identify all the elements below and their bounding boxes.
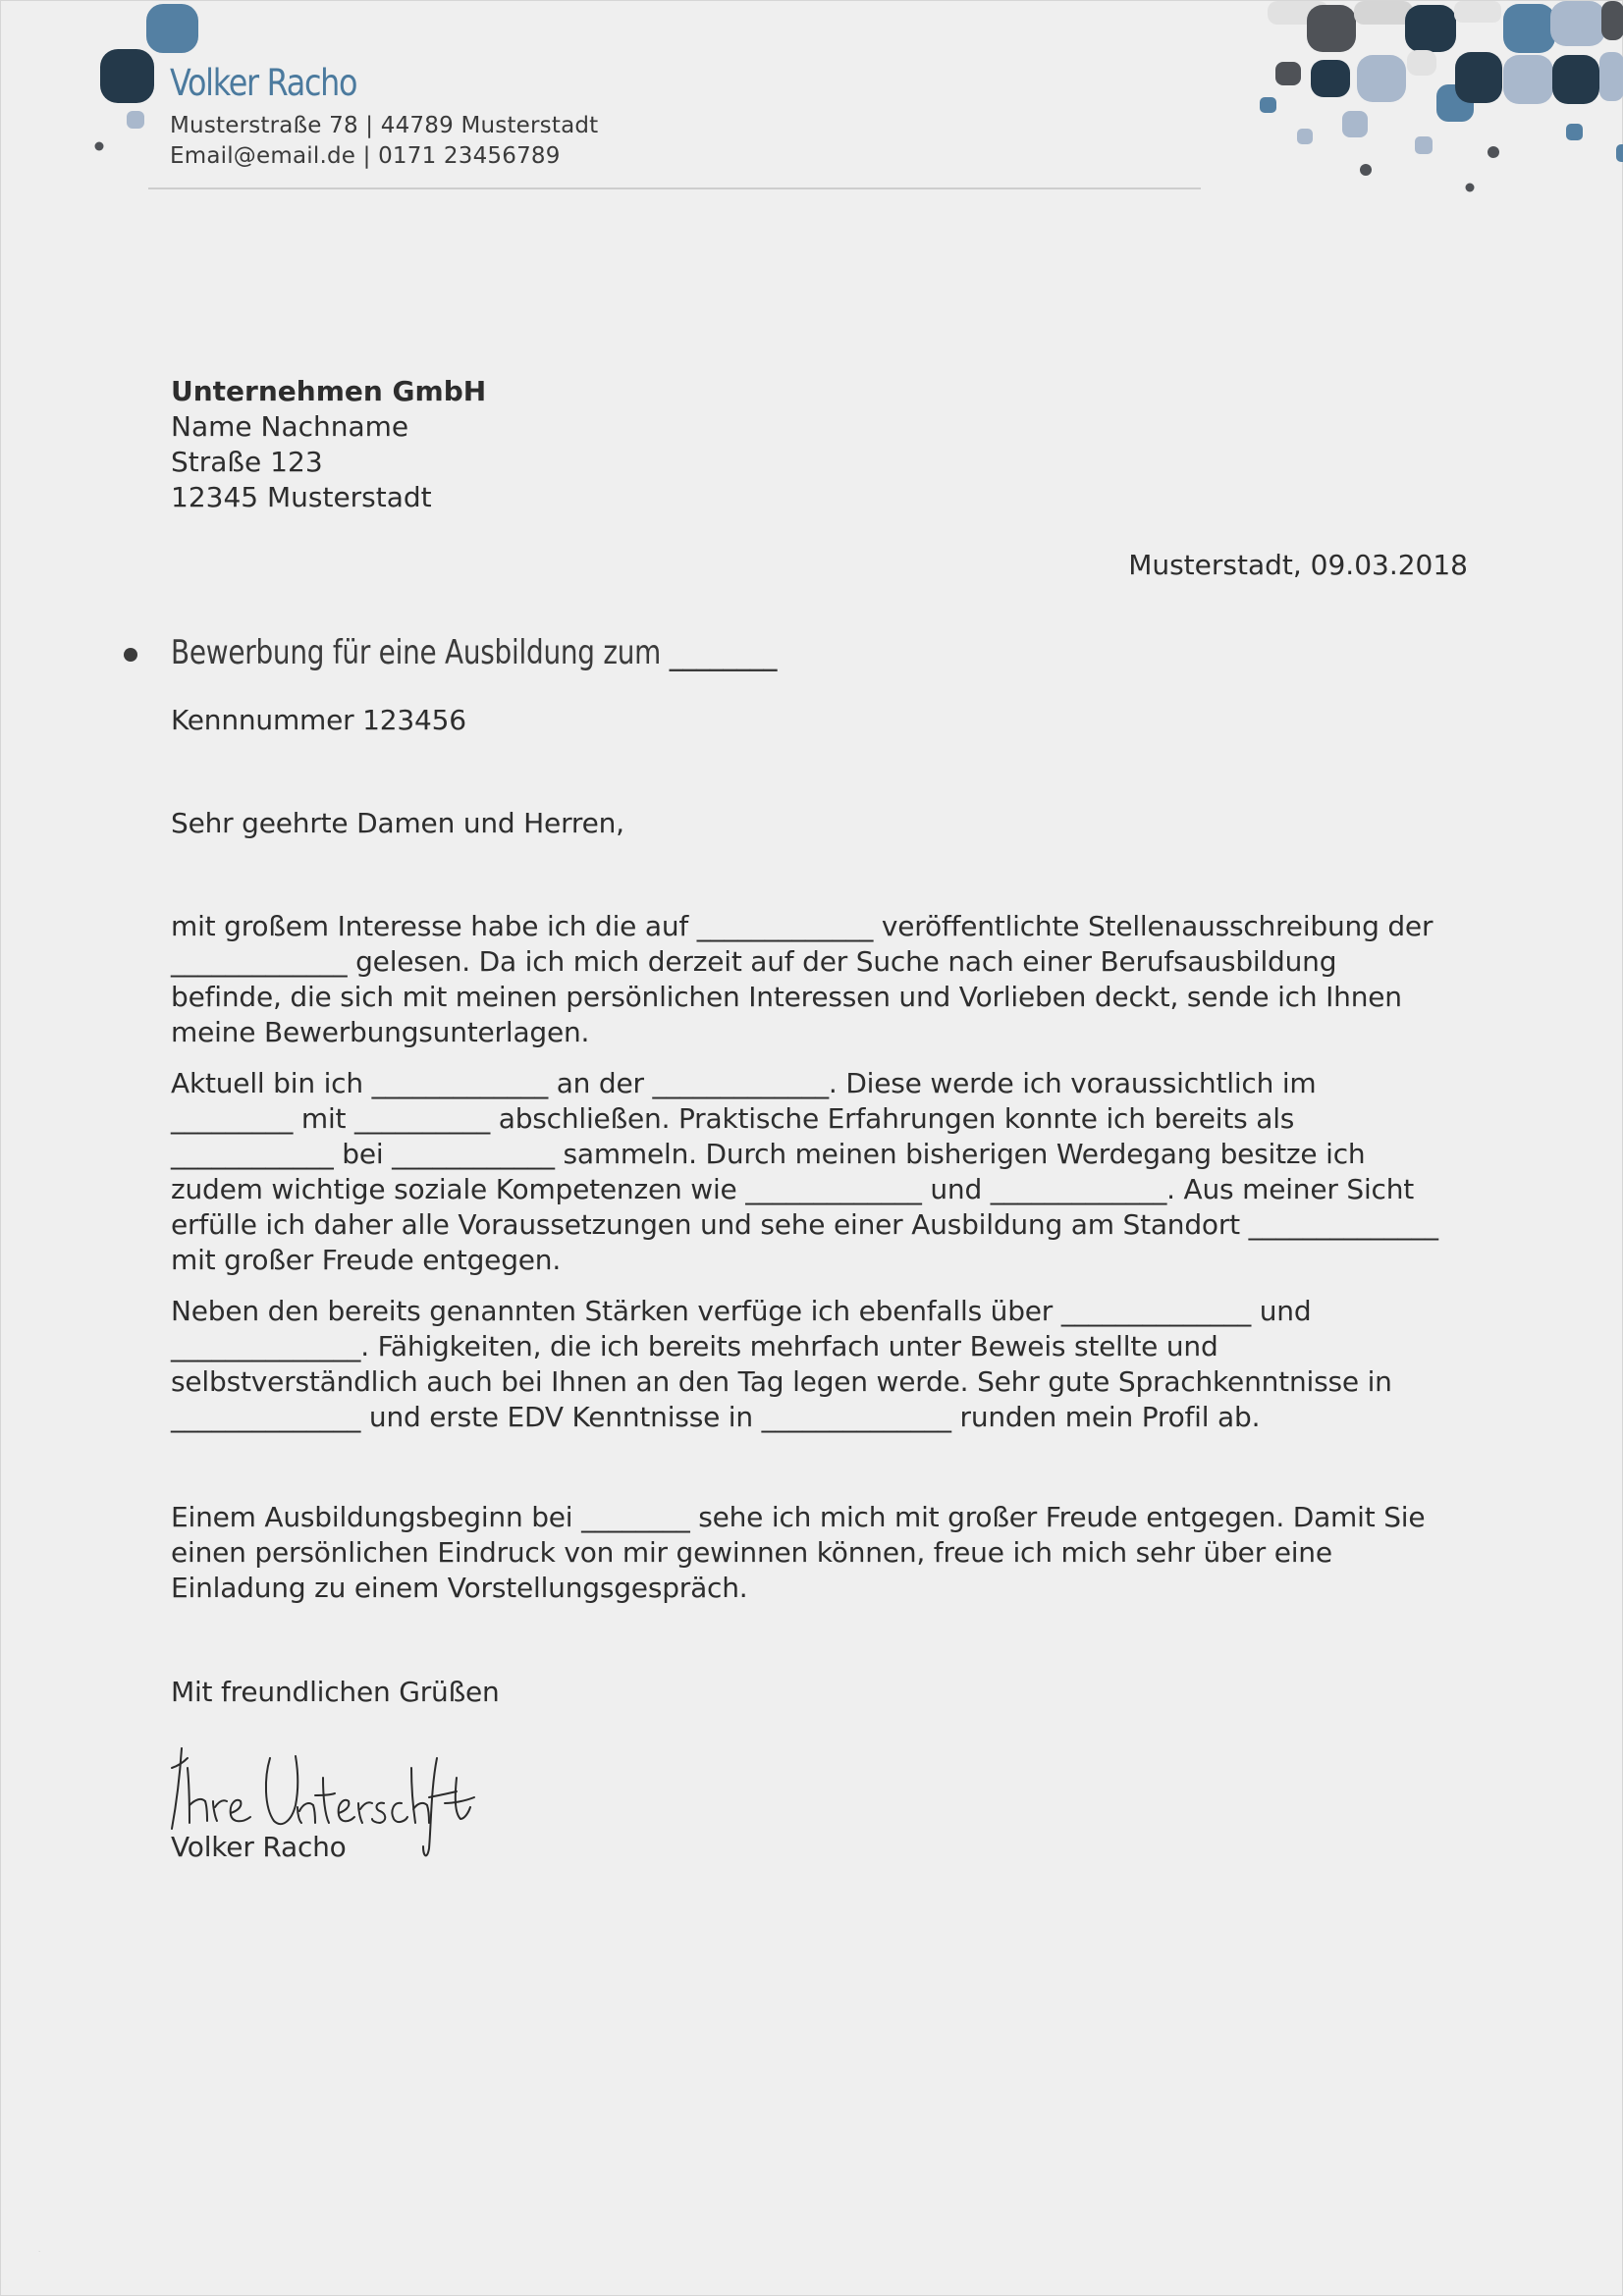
paragraph-line: meine Bewerbungsunterlagen. bbox=[171, 1016, 590, 1048]
letter-date: Musterstadt, 09.03.2018 bbox=[1128, 549, 1468, 581]
paragraph-4 bbox=[171, 1500, 1425, 1606]
sender-contact: Email@email.de | 0171 23456789 bbox=[170, 143, 561, 169]
recipient-street: Straße 123 bbox=[171, 446, 323, 478]
paragraph-line: Neben den bereits genannten Stärken verfüge ich ebenfalls über ______________ und bbox=[171, 1295, 1312, 1327]
paragraph-line: Einladung zu einem Vorstellungsgespräch. bbox=[171, 1572, 748, 1604]
paragraph-line: einen persönlichen Eindruck von mir gewinnen können, freue ich mich sehr über eine bbox=[171, 1536, 1332, 1569]
paragraph-line: _________ mit __________ abschließen. Praktische Erfahrungen konnte ich bereits als bbox=[171, 1102, 1295, 1135]
paragraph-2 bbox=[171, 1066, 1438, 1278]
reference-number: Kennnummer 123456 bbox=[171, 704, 466, 736]
paragraph-line: ______________ und erste EDV Kenntnisse in ______________ runden mein Profil ab. bbox=[171, 1401, 1261, 1433]
paragraph-line: zudem wichtige soziale Kompetenzen wie _____________ und _____________. Aus meiner Sicht bbox=[171, 1173, 1415, 1205]
paragraph-line: ____________ bei ____________ sammeln. Durch meinen bisherigen Werdegang besitze ich bbox=[171, 1138, 1366, 1170]
subject-bullet-icon bbox=[124, 648, 137, 662]
paragraph-line: erfülle ich daher alle Voraussetzungen und sehe einer Ausbildung am Standort ______________ bbox=[171, 1208, 1438, 1241]
sender-address: Musterstraße 78 | 44789 Musterstadt bbox=[170, 113, 599, 138]
sender-name: Volker Racho bbox=[170, 62, 357, 104]
recipient-city: 12345 Musterstadt bbox=[171, 481, 432, 513]
salutation: Sehr geehrte Damen und Herren, bbox=[171, 807, 624, 839]
paragraph-3 bbox=[171, 1294, 1392, 1435]
subject-line: Bewerbung für eine Ausbildung zum ________ bbox=[171, 633, 778, 672]
paragraph-line: mit großer Freude entgegen. bbox=[171, 1244, 562, 1276]
recipient-name: Name Nachname bbox=[171, 410, 409, 443]
paragraph-line: _____________ gelesen. Da ich mich derzeit auf der Suche nach einer Berufsausbildung bbox=[171, 945, 1337, 978]
recipient-company: Unternehmen GmbH bbox=[171, 375, 487, 407]
page-footnote: · bbox=[38, 2248, 41, 2256]
closing: Mit freundlichen Grüßen bbox=[171, 1676, 500, 1708]
paragraph-line: Einem Ausbildungsbeginn bei ________ sehe ich mich mit großer Freude entgegen. Damit Sie bbox=[171, 1501, 1426, 1533]
paragraph-line: selbstverständlich auch bei Ihnen an den Tag legen werde. Sehr gute Sprachkenntnisse in bbox=[171, 1365, 1392, 1398]
right-pattern bbox=[1260, 1, 1623, 192]
paragraph-line: befinde, die sich mit meinen persönlichen Interessen und Vorlieben deckt, sende ich Ihnen bbox=[171, 981, 1402, 1013]
header-divider bbox=[148, 187, 1201, 189]
recipient-address bbox=[171, 374, 486, 515]
paragraph-line: mit großem Interesse habe ich die auf _____________ veröffentlichte Stellenausschreibung der bbox=[171, 910, 1434, 942]
paragraph-1 bbox=[171, 909, 1433, 1050]
paragraph-line: Aktuell bin ich _____________ an der _____________. Diese werde ich voraussichtlich im bbox=[171, 1067, 1317, 1099]
signer-name: Volker Racho bbox=[171, 1831, 347, 1863]
paragraph-line: ______________. Fähigkeiten, die ich bereits mehrfach unter Beweis stellte und bbox=[171, 1330, 1218, 1362]
